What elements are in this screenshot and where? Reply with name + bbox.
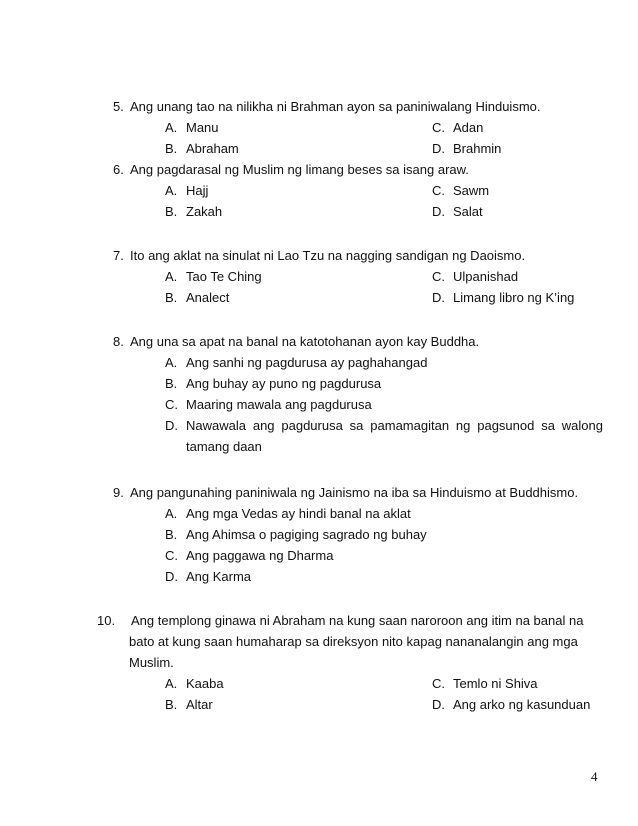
- question-text: [97, 610, 603, 673]
- question-text: [113, 482, 603, 503]
- options-list: [113, 352, 603, 457]
- option-b: B. Altar: [165, 697, 213, 712]
- option-a: A. Ang mga Vedas ay hindi banal na aklat: [165, 506, 411, 521]
- question-6: [113, 159, 603, 222]
- question-text: [113, 159, 603, 180]
- question-8: [113, 331, 603, 457]
- options-grid: [113, 180, 603, 222]
- question-5: [113, 96, 603, 159]
- option-a: A. Hajj: [165, 183, 209, 198]
- question-number: 9.: [113, 485, 124, 500]
- option-c: C. Sawm: [432, 183, 490, 198]
- option-b: B. Ang Ahimsa o pagiging sagrado ng buhay: [165, 527, 427, 542]
- question-10: [97, 610, 603, 715]
- option-a: A. Kaaba: [165, 676, 224, 691]
- option-c: C. Temlo ni Shiva: [432, 676, 538, 691]
- option-c: C. Ulpanishad: [432, 269, 519, 284]
- option-c: C. Adan: [432, 120, 484, 135]
- question-stem: Ang pangunahing paniniwala ng Jainismo na iba sa Hinduismo at Buddhismo.: [130, 485, 579, 500]
- question-9: [113, 482, 603, 587]
- question-7: [113, 245, 603, 308]
- options-grid: [113, 673, 603, 715]
- option-d: D. Nawawala ang pagdurusa sa pamamagitan ng pagsunod sa walong tamang daan: [165, 418, 603, 454]
- option-c: C. Maaring mawala ang pagdurusa: [165, 397, 372, 412]
- options-list: [113, 503, 603, 587]
- option-d: D. Ang Karma: [165, 569, 252, 584]
- option-a: A. Manu: [165, 120, 219, 135]
- question-number: 8.: [113, 334, 124, 349]
- question-stem: Ang pagdarasal ng Muslim ng limang beses sa isang araw.: [130, 162, 469, 177]
- question-text: [113, 96, 603, 117]
- option-d: D. Salat: [432, 204, 483, 219]
- option-d: D. Limang libro ng K’ing: [432, 290, 575, 305]
- question-text: [113, 245, 603, 266]
- option-b: B. Ang buhay ay puno ng pagdurusa: [165, 376, 382, 391]
- option-d: D. Brahmin: [432, 141, 502, 156]
- question-number: 6.: [113, 162, 124, 177]
- question-number: 7.: [113, 248, 124, 263]
- options-grid: [113, 117, 603, 159]
- question-stem: Ito ang aklat na sinulat ni Lao Tzu na nagging sandigan ng Daoismo.: [130, 248, 526, 263]
- question-stem: Ang unang tao na nilikha ni Brahman ayon sa paniniwalang Hinduismo.: [130, 99, 541, 114]
- question-stem: Ang una sa apat na banal na katotohanan ayon kay Buddha.: [130, 334, 480, 349]
- question-number: 10.: [97, 613, 116, 628]
- option-a: A. Tao Te Ching: [165, 269, 262, 284]
- question-text: [113, 331, 603, 352]
- question-stem: Ang templong ginawa ni Abraham na kung saan naroroon ang itim na banal na bato at kung saan humaharap sa direksyon nito kapag nananalangin ang mga Muslim.: [129, 613, 584, 670]
- question-number: 5.: [113, 99, 124, 114]
- option-b: B. Zakah: [165, 204, 223, 219]
- page-number: 4: [591, 769, 598, 784]
- option-c: C. Ang paggawa ng Dharma: [165, 548, 334, 563]
- option-b: B. Analect: [165, 290, 230, 305]
- options-grid: [113, 266, 603, 308]
- option-d: D. Ang arko ng kasunduan: [432, 697, 591, 712]
- option-b: B. Abraham: [165, 141, 239, 156]
- option-a: A. Ang sanhi ng pagdurusa ay paghahangad: [165, 355, 428, 370]
